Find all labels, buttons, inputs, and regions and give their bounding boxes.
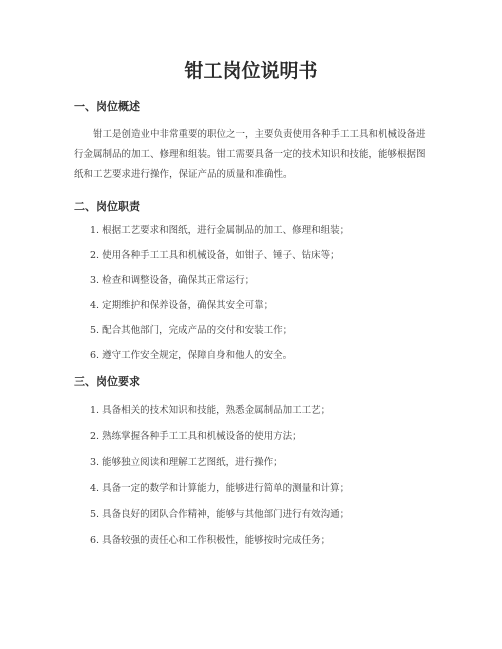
- duty-item: 5. 配合其他部门，完成产品的交付和安装工作；: [90, 325, 293, 336]
- duty-item: 2. 使用各种手工工具和机械设备，如钳子、锤子、钻床等；: [90, 250, 340, 261]
- duty-item: 3. 检查和调整设备，确保其正常运行；: [90, 275, 255, 286]
- section-heading-requirements: 三、岗位要求: [74, 375, 140, 388]
- duty-item: 6. 遵守工作安全规定，保障自身和他人的安全。: [90, 350, 293, 361]
- document-title: 钳工岗位说明书: [184, 60, 318, 82]
- duty-item: 4. 定期维护和保养设备，确保其安全可靠；: [90, 300, 274, 311]
- requirement-item: 1. 具备相关的技术知识和技能，熟悉金属制品加工工艺；: [90, 405, 331, 416]
- requirement-item: 3. 能够独立阅读和理解工艺图纸，进行操作；: [90, 457, 283, 468]
- section-heading-duties: 二、岗位职责: [74, 200, 140, 213]
- requirement-item: 5. 具备良好的团队合作精神，能够与其他部门进行有效沟通；: [90, 509, 350, 520]
- requirement-item: 6. 具备较强的责任心和工作积极性，能够按时完成任务；: [90, 535, 331, 546]
- duty-item: 1. 根据工艺要求和图纸，进行金属制品的加工、修理和组装；: [90, 225, 350, 236]
- requirement-item: 4. 具备一定的数学和计算能力，能够进行简单的测量和计算；: [90, 483, 350, 494]
- overview-paragraph: 钳工是创造业中非常重要的职位之一，主要负责使用各种手工工具和机械设备进行金属制品的加工、修理和组装。钳工需要具备一定的技术知识和技能，能够根据图纸和工艺要求进行操作，保证产品的质量和准确性。: [74, 129, 426, 180]
- section-heading-overview: 一、岗位概述: [74, 100, 140, 113]
- requirement-item: 2. 熟练掌握各种手工工具和机械设备的使用方法；: [90, 431, 302, 442]
